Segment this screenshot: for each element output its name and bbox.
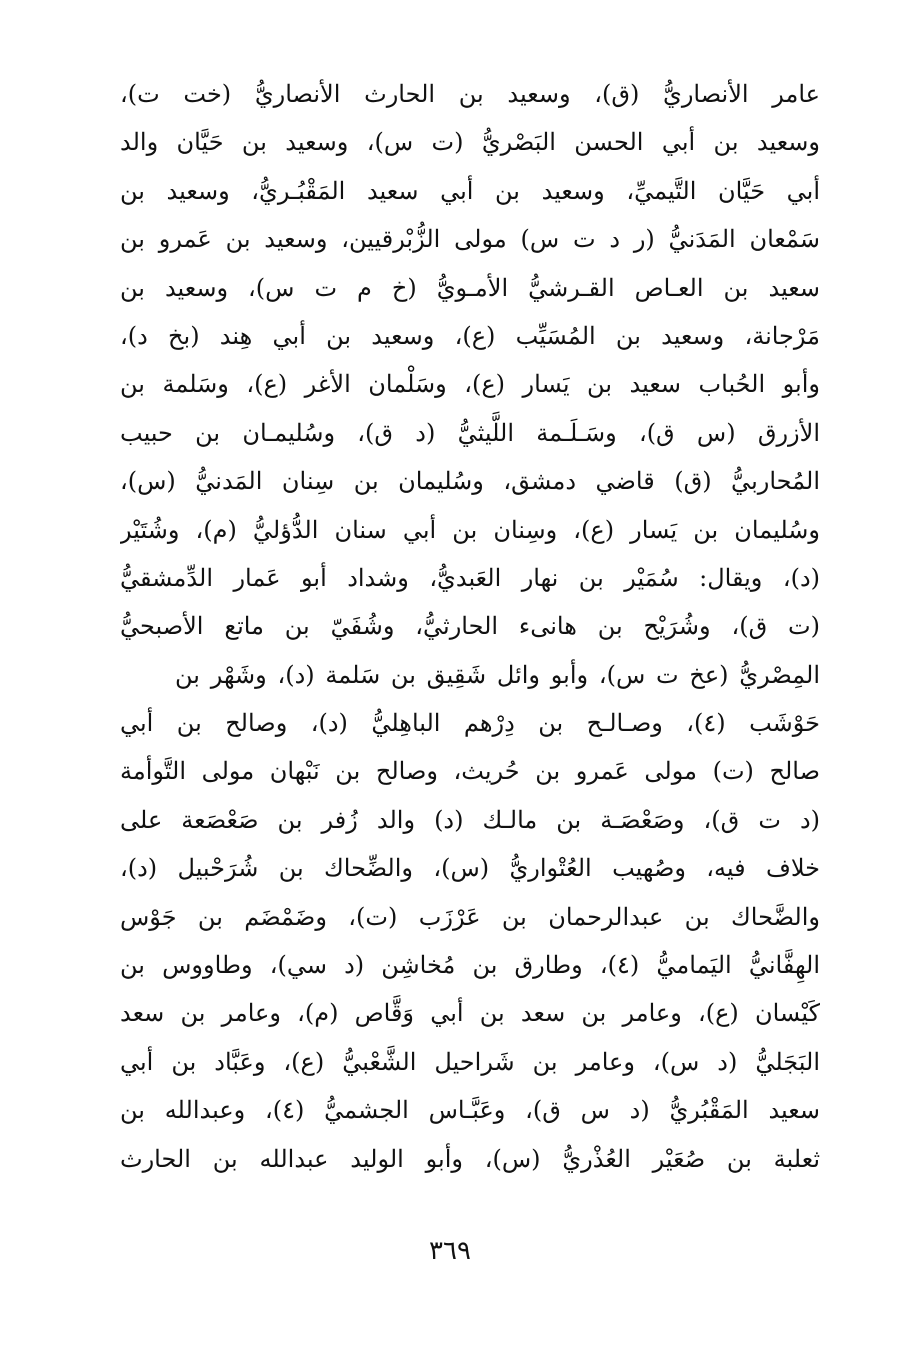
text-line-7: وأبو الحُباب سعيد بن يَسار (ع)، وسَلْمان الأغر (ع)، وسَلمة بن (120, 370, 820, 399)
text-line-13: المِصْريُّ (عخ ت س)، وأبو وائل شَقِيق بن سَلمة (د)، وشَهْر بن (175, 660, 820, 689)
text-line-10: وسُليمان بن يَسار (ع)، وسِنان بن أبي سنان الدُّؤليُّ (م)، وشُتَيْر (120, 515, 820, 544)
text-line-21: البَجَليُّ (د س)، وعامر بن شَراحيل الشَّعْبيُّ (ع)، وعَبَّاد بن أبي (120, 1047, 820, 1076)
text-line-6: مَرْجانة، وسعيد بن المُسَيِّب (ع)، وسعيد بن أبي هِند (بخ د)، (120, 321, 820, 350)
text-line-15: صالح (ت) مولى عَمرو بن حُريث، وصالح بن نَبْهان مولى التَّوأمة (120, 757, 820, 786)
text-line-1: عامر الأنصاريُّ (ق)، وسعيد بن الحارث الأنصاريُّ (خت ت)، (120, 80, 820, 108)
text-line-18: والضَّحاك بن عبدالرحمان بن عَرْزَب (ت)، وضَمْضَم بن جَوْس (120, 902, 820, 931)
text-line-12: (ت ق)، وشُرَيْح بن هانىء الحارثيُّ، وشُفَيّ بن ماتع الأصبحيُّ (120, 612, 820, 641)
text-line-14: حَوْشَب (٤)، وصـالـح بن دِرْهم الباهِليُّ (د)، وصالح بن أبي (120, 709, 820, 738)
text-line-16: (د ت ق)، وصَعْصَـة بن مالـك (د) والد زُفر بن صَعْصَعة على (120, 805, 820, 834)
text-line-5: سعيد بن العـاص القـرشيُّ الأمـويُّ (خ م ت س)، وسعيد بن (120, 273, 820, 302)
text-line-23: ثعلبة بن صُعَيْر العُذْريُّ (س)، وأبو الوليد عبدالله بن الحارث (120, 1144, 820, 1173)
text-line-19: الهِفَّانيُّ اليَماميُّ (٤)، وطارق بن مُخاشِن (د سي)، وطاووس بن (120, 951, 820, 980)
text-line-2: وسعيد بن أبي الحسن البَصْريُّ (ت س)، وسعيد بن حَيَّان والد (120, 128, 820, 157)
text-line-22: سعيد المَقْبُريُّ (د س ق)، وعَبَّـاس الجشميُّ (٤)، وعبدالله بن (120, 1096, 820, 1125)
text-line-3: أبي حَيَّان التَّيميِّ، وسعيد بن أبي سعيد المَقْبُـريُّ، وسعيد بن (120, 176, 820, 205)
text-line-9: المُحاربيُّ (ق) قاضي دمشق، وسُليمان بن سِنان المَدنيُّ (س)، (120, 467, 820, 496)
text-line-8: الأزرق (س ق)، وسَـلَـمة اللَّيثيُّ (د ق)، وسُليمـان بن حبيب (120, 418, 820, 447)
page-number: ٣٦٩ (429, 1236, 471, 1266)
text-line-20: كَيْسان (ع)، وعامر بن سعد بن أبي وَقَّاص (م)، وعامر بن سعد (120, 999, 820, 1028)
text-line-11: (د)، ويقال: سُمَيْر بن نهار العَبديُّ، وشداد أبو عَمار الدِّمشقيُّ (120, 563, 820, 592)
text-line-17: خلاف فيه، وصُهيب العُتْواريُّ (س)، والضِّحاك بن شُرَحْبيل (د)، (120, 854, 820, 883)
text-line-4: سَمْعان المَدَنيُّ (ر د ت س) مولى الزُّبْرقيين، وسعيد بن عَمرو بن (120, 225, 820, 254)
body-text (120, 70, 820, 1183)
